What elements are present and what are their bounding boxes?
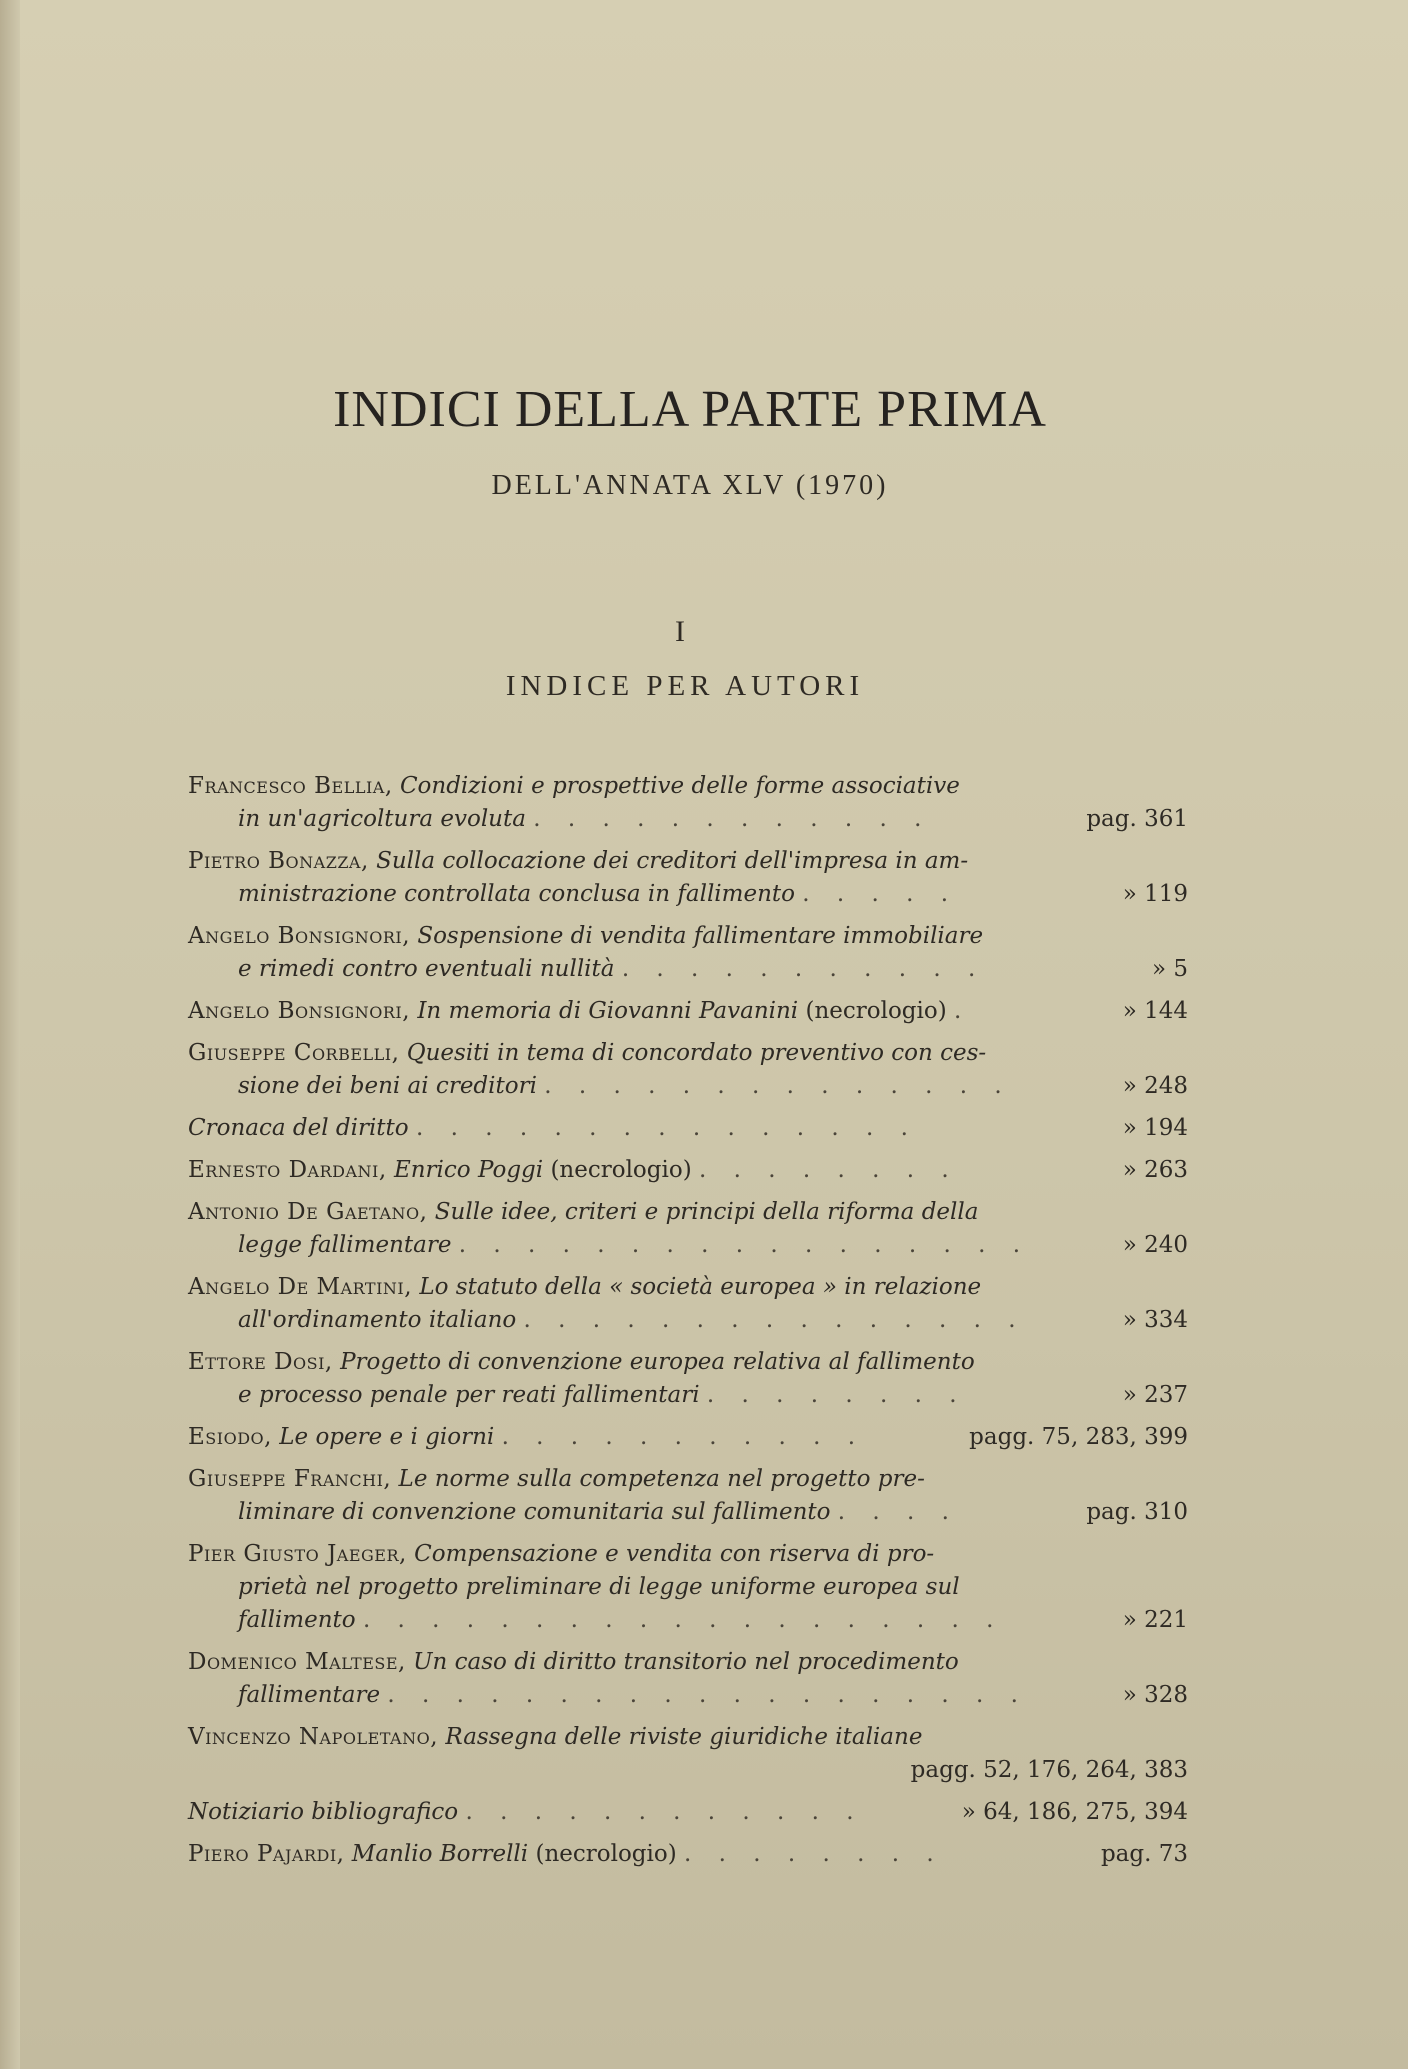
index-entry xyxy=(188,1112,1188,1145)
entry-title-cont: legge fallimentare xyxy=(238,1232,452,1258)
leader-dots: . . . . . . . . xyxy=(684,1841,944,1867)
entry-page-ref: pagg. 75, 283, 399 xyxy=(969,1424,1188,1450)
entry-title: Le opere e i giorni xyxy=(279,1424,495,1450)
index-entry xyxy=(188,1646,1188,1712)
entry-title-cont: liminare di convenzione comunitaria sul fallimento xyxy=(238,1499,831,1525)
entry-title-cont: e rimedi contro eventuali nullità xyxy=(238,956,615,982)
entry-page-ref: » 119 xyxy=(1122,881,1188,907)
leader-dots: . . . . . . . . . . . . . . . xyxy=(415,1115,918,1141)
leader-dots: . . . . . . . . . . . . . . . xyxy=(523,1307,1026,1333)
entry-title-cont: fallimentare xyxy=(238,1682,381,1708)
entry-page-ref: pag. 310 xyxy=(1086,1499,1188,1525)
entry-title: Rassegna delle riviste giuridiche italiane xyxy=(445,1724,923,1750)
entry-page-ref: » 240 xyxy=(1122,1232,1188,1258)
leader-dots: . xyxy=(954,998,972,1024)
entry-title: Condizioni e prospettive delle forme associative xyxy=(399,773,960,799)
entry-author: Esiodo, xyxy=(188,1424,272,1450)
index-entry xyxy=(188,1196,1188,1262)
entry-author: Vincenzo Napoletano, xyxy=(188,1724,439,1750)
page-title: INDICI DELLA PARTE PRIMA xyxy=(333,381,1047,438)
leader-dots: . . . . . . . . xyxy=(706,1382,967,1408)
entry-author: Ernesto Dardani, xyxy=(188,1157,387,1183)
index-entry xyxy=(188,1271,1188,1337)
entry-author: Giuseppe Corbelli, xyxy=(188,1040,400,1066)
entry-title-cont: fallimento xyxy=(238,1607,356,1633)
index-entry xyxy=(188,1154,1188,1187)
index-entry xyxy=(188,920,1188,986)
index-entry xyxy=(188,1796,1188,1829)
section-title: INDICE PER AUTORI xyxy=(505,670,865,702)
entry-page-ref: pagg. 52, 176, 264, 383 xyxy=(910,1757,1188,1783)
index-entry xyxy=(188,845,1188,911)
author-index-list xyxy=(188,770,1188,1880)
entry-title: Notiziario bibliografico xyxy=(188,1799,459,1825)
entry-title: Sospensione di vendita fallimentare immobiliare xyxy=(417,923,984,949)
entry-title: Progetto di convenzione europea relativa al fallimento xyxy=(340,1349,975,1375)
page-edge xyxy=(0,0,20,2069)
entry-page-ref: » 144 xyxy=(1122,998,1188,1024)
entry-author: Piero Pajardi, xyxy=(188,1841,345,1867)
entry-title: Sulle idee, criteri e principi della riforma della xyxy=(434,1199,979,1225)
entry-page-ref: » 248 xyxy=(1122,1073,1188,1099)
entry-title: Lo statuto della « società europea » in relazione xyxy=(419,1274,982,1300)
entry-page-ref: pag. 73 xyxy=(1100,1841,1188,1867)
entry-page-ref: » 194 xyxy=(1122,1115,1188,1141)
index-entry xyxy=(188,1721,1188,1787)
leader-dots: . . . . . . . . . . . . . . . . . xyxy=(458,1232,1031,1258)
entry-page-ref: pag. 361 xyxy=(1086,806,1188,832)
leader-dots: . . . . . xyxy=(802,881,959,907)
leader-dots: . . . . . . . . . . . . xyxy=(533,806,932,832)
entry-author: Antonio De Gaetano, xyxy=(188,1199,428,1225)
entry-author: Pietro Bonazza, xyxy=(188,848,369,874)
entry-author: Francesco Bellia, xyxy=(188,773,393,799)
entry-title: In memoria di Giovanni Pavanini xyxy=(417,998,799,1024)
entry-note: (necrologio) xyxy=(550,1157,692,1183)
entry-page-ref: » 334 xyxy=(1122,1307,1188,1333)
entry-title-cont: e processo penale per reati fallimentari xyxy=(238,1382,700,1408)
entry-author: Angelo Bonsignori, xyxy=(188,998,411,1024)
index-entry xyxy=(188,1037,1188,1103)
entry-page-ref: » 263 xyxy=(1122,1157,1188,1183)
entry-note: (necrologio) xyxy=(535,1841,677,1867)
entry-title: Sulla collocazione dei creditori dell'impresa in am- xyxy=(376,848,969,874)
entry-title: Un caso di diritto transitorio nel procedimento xyxy=(413,1649,959,1675)
index-entry xyxy=(188,1838,1188,1871)
leader-dots: . . . . . . . . . . . xyxy=(501,1424,866,1450)
leader-dots: . . . . xyxy=(837,1499,959,1525)
entry-title: Quesiti in tema di concordato preventivo con ces- xyxy=(406,1040,987,1066)
index-entry xyxy=(188,1421,1188,1454)
index-entry xyxy=(188,770,1188,836)
entry-title-cont: all'ordinamento italiano xyxy=(238,1307,517,1333)
index-entry xyxy=(188,1463,1188,1529)
entry-author: Angelo De Martini, xyxy=(188,1274,413,1300)
entry-note: (necrologio) xyxy=(805,998,947,1024)
leader-dots: . . . . . . . . . . . . . . . . . . . xyxy=(387,1682,1028,1708)
entry-title-cont: sione dei beni ai creditori xyxy=(238,1073,537,1099)
entry-title: Cronaca del diritto xyxy=(188,1115,409,1141)
leader-dots: . . . . . . . . . . . . . . . . . . . xyxy=(362,1607,1004,1633)
entry-title: Manlio Borrelli xyxy=(351,1841,529,1867)
entry-author: Ettore Dosi, xyxy=(188,1349,333,1375)
entry-page-ref: » 221 xyxy=(1122,1607,1188,1633)
entry-title-cont: in un'agricoltura evoluta xyxy=(238,806,526,832)
leader-dots: . . . . . . . . xyxy=(699,1157,959,1183)
index-entry xyxy=(188,1346,1188,1412)
entry-title-cont: prietà nel progetto preliminare di legge uniforme europea sul xyxy=(238,1574,960,1600)
leader-dots: . . . . . . . . . . . . xyxy=(465,1799,864,1825)
leader-dots: . . . . . . . . . . . . . . xyxy=(544,1073,1012,1099)
entry-title-cont: ministrazione controllata conclusa in fallimento xyxy=(238,881,795,907)
index-entry xyxy=(188,1538,1188,1637)
entry-author: Giuseppe Franchi, xyxy=(188,1466,392,1492)
entry-title: Compensazione e vendita con riserva di pro- xyxy=(414,1541,935,1567)
entry-author: Angelo Bonsignori, xyxy=(188,923,411,949)
index-entry xyxy=(188,995,1188,1028)
entry-title: Enrico Poggi xyxy=(393,1157,544,1183)
section-number: I xyxy=(675,615,685,648)
entry-author: Domenico Maltese, xyxy=(188,1649,406,1675)
page-subtitle: DELL'ANNATA XLV (1970) xyxy=(491,470,889,501)
entry-author: Pier Giusto Jaeger, xyxy=(188,1541,407,1567)
entry-title: Le norme sulla competenza nel progetto pre- xyxy=(398,1466,925,1492)
entry-page-ref: » 328 xyxy=(1122,1682,1188,1708)
entry-page-ref: » 64, 186, 275, 394 xyxy=(961,1799,1188,1825)
entry-page-ref: » 5 xyxy=(1151,956,1188,982)
leader-dots: . . . . . . . . . . . xyxy=(621,956,986,982)
entry-page-ref: » 237 xyxy=(1122,1382,1188,1408)
